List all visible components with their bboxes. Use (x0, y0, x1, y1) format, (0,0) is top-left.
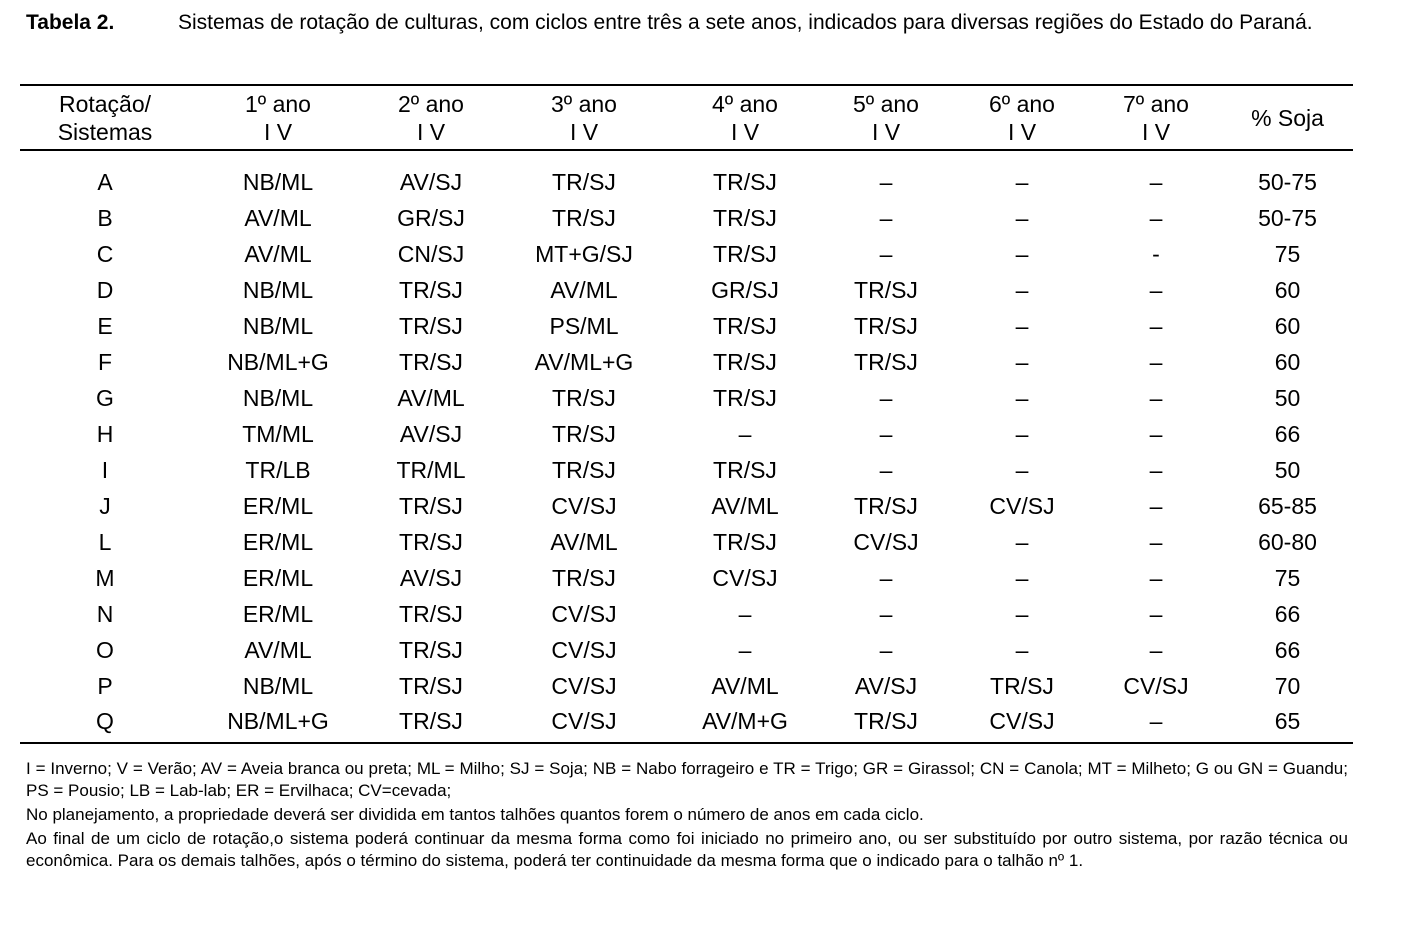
crop-cell: – (879, 205, 893, 231)
crop-cell: – (1015, 205, 1029, 231)
soy-percent-cell: 50 (1274, 457, 1301, 483)
crop-cell: TR/SJ (552, 421, 616, 447)
crop-cell: – (738, 637, 752, 663)
column-header (818, 85, 954, 150)
crop-cell: – (879, 565, 893, 591)
crop-cell: TR/SJ (854, 349, 918, 375)
system-id-cell: H (96, 421, 114, 447)
crop-cell: – (738, 601, 752, 627)
crop-cell: CV/SJ (853, 529, 919, 555)
soy-percent-cell: 50-75 (1258, 169, 1317, 195)
crop-cell: TR/SJ (399, 708, 463, 734)
header-row (20, 85, 1353, 150)
crop-cell: – (1149, 565, 1163, 591)
crop-cell: – (1149, 529, 1163, 555)
system-id-cell: N (96, 601, 114, 627)
crop-cell: MT+G/SJ (535, 241, 633, 267)
crop-cell: AV/ML+G (534, 349, 634, 375)
crop-cell: – (1015, 169, 1029, 195)
crop-cell: AV/ML (550, 529, 618, 555)
footnote-paragraph: No planejamento, a propriedade deverá ser dividida em tantos talhões quantos forem o número de anos em cada ciclo. (26, 805, 924, 824)
crop-cell: – (1015, 421, 1029, 447)
crop-cell: – (1149, 457, 1163, 483)
column-header (954, 85, 1090, 150)
crop-cell: – (1149, 708, 1163, 734)
crop-cell: AV/SJ (399, 169, 463, 195)
crop-cell: ER/ML (242, 529, 314, 555)
crop-cell: TR/SJ (854, 313, 918, 339)
system-id-cell: A (97, 169, 113, 195)
crop-cell: TR/LB (245, 457, 311, 483)
crop-cell: – (1149, 601, 1163, 627)
table-row (20, 344, 1353, 380)
crop-cell: TR/SJ (552, 565, 616, 591)
column-header-line1: Rotação/ (58, 91, 152, 117)
table-caption (26, 8, 1348, 37)
crop-cell: – (879, 241, 893, 267)
crop-cell: – (879, 601, 893, 627)
column-header-line1: 4º ano (712, 91, 778, 117)
crop-cell: TR/SJ (713, 205, 777, 231)
crop-cell: NB/ML (242, 313, 314, 339)
crop-cell: CV/SJ (551, 493, 617, 519)
crop-cell: – (1015, 565, 1029, 591)
column-header-line1: 2º ano (398, 91, 464, 117)
column-header (366, 85, 496, 150)
column-header-line2: Sistemas (57, 119, 153, 145)
soy-percent-cell: 70 (1274, 673, 1301, 699)
crop-cell: – (1015, 385, 1029, 411)
crop-cell: AV/ML (711, 673, 779, 699)
soy-percent-cell: 60 (1274, 349, 1301, 375)
column-header-line1: 6º ano (989, 91, 1055, 117)
column-header (1222, 85, 1353, 150)
crop-cell: – (1015, 277, 1029, 303)
crop-cell: TR/SJ (399, 349, 463, 375)
crop-cell: TM/ML (242, 421, 314, 447)
crop-cell: TR/SJ (854, 708, 918, 734)
crop-cell: CV/SJ (551, 601, 617, 627)
crop-cell: – (1149, 313, 1163, 339)
column-header (20, 85, 190, 150)
crop-cell: – (879, 457, 893, 483)
crop-cell: TR/SJ (552, 169, 616, 195)
column-header-line2: I V (871, 119, 901, 145)
crop-cell: NB/ML (242, 673, 314, 699)
soy-percent-cell: 65 (1274, 708, 1301, 734)
crop-cell: TR/SJ (713, 529, 777, 555)
crop-cell: AV/SJ (399, 421, 463, 447)
table-row (20, 200, 1353, 236)
crop-cell: – (879, 637, 893, 663)
crop-cell: TR/SJ (399, 313, 463, 339)
crop-cell: TR/SJ (713, 385, 777, 411)
soy-percent-cell: 65-85 (1258, 493, 1317, 519)
crop-cell: NB/ML (242, 169, 314, 195)
table-row (20, 704, 1353, 743)
column-header-line2: I V (1141, 119, 1171, 145)
column-header (672, 85, 818, 150)
crop-cell: GR/SJ (711, 277, 779, 303)
crop-cell: AV/SJ (854, 673, 918, 699)
crop-cell: TR/SJ (713, 349, 777, 375)
system-id-cell: C (96, 241, 114, 267)
crop-cell: TR/SJ (713, 313, 777, 339)
crop-cell: AV/ML (244, 205, 312, 231)
system-id-cell: J (99, 493, 111, 519)
crop-cell: AV/SJ (399, 565, 463, 591)
rotation-table (20, 84, 1353, 744)
crop-cell: TR/SJ (713, 169, 777, 195)
soy-percent-cell: 66 (1274, 421, 1301, 447)
crop-cell: – (1149, 169, 1163, 195)
crop-cell: TR/SJ (552, 457, 616, 483)
column-header-line2: I V (1007, 119, 1037, 145)
crop-cell: TR/SJ (399, 493, 463, 519)
crop-cell: – (1149, 493, 1163, 519)
soy-percent-cell: 66 (1274, 601, 1301, 627)
crop-cell: TR/SJ (713, 457, 777, 483)
crop-cell: - (1152, 241, 1160, 267)
crop-cell: – (1015, 241, 1029, 267)
system-id-cell: G (96, 385, 114, 411)
column-header-line2: I V (569, 119, 599, 145)
crop-cell: AV/ML (550, 277, 618, 303)
system-id-cell: L (98, 529, 112, 555)
column-header-line1: 1º ano (245, 91, 311, 117)
crop-cell: – (1015, 457, 1029, 483)
crop-cell: AV/ML (397, 385, 465, 411)
crop-cell: – (879, 385, 893, 411)
crop-cell: – (1015, 529, 1029, 555)
table-row (20, 416, 1353, 452)
table-row (20, 308, 1353, 344)
crop-cell: ER/ML (242, 601, 314, 627)
column-header (1090, 85, 1222, 150)
crop-cell: NB/ML (242, 277, 314, 303)
table-footnotes (26, 758, 1348, 874)
column-header-line1: 5º ano (853, 91, 919, 117)
footnote-paragraph: I = Inverno; V = Verão; AV = Aveia branca ou preta; ML = Milho; SJ = Soja; NB = Nabo forrageiro e TR = Trigo; GR = Girassol; CN = Canola; MT = Milheto; G ou GN = Guandu; PS = Pousio; LB = Lab-lab; ER = Ervilhaca; CV=cevada; (26, 759, 1348, 800)
crop-cell: TR/SJ (399, 277, 463, 303)
crop-cell: GR/SJ (397, 205, 465, 231)
column-header-line1: % Soja (1251, 105, 1324, 131)
crop-cell: CV/SJ (989, 493, 1055, 519)
crop-cell: TR/SJ (399, 529, 463, 555)
crop-cell: TR/SJ (990, 673, 1054, 699)
crop-cell: AV/ML (244, 241, 312, 267)
crop-cell: NB/ML (242, 385, 314, 411)
soy-percent-cell: 60 (1274, 313, 1301, 339)
system-id-cell: D (96, 277, 114, 303)
system-id-cell: F (97, 349, 113, 375)
caption-label: Tabela 2. (26, 11, 115, 34)
crop-cell: – (1149, 205, 1163, 231)
crop-cell: TR/SJ (854, 277, 918, 303)
crop-cell: AV/M+G (702, 708, 788, 734)
crop-cell: ER/ML (242, 565, 314, 591)
crop-cell: – (1149, 421, 1163, 447)
soy-percent-cell: 60 (1274, 277, 1301, 303)
table-row (20, 632, 1353, 668)
soy-percent-cell: 50-75 (1258, 205, 1317, 231)
crop-cell: CV/SJ (989, 708, 1055, 734)
column-header-line2: I V (263, 119, 293, 145)
crop-cell: – (1015, 637, 1029, 663)
crop-cell: – (1015, 349, 1029, 375)
crop-cell: – (1015, 601, 1029, 627)
crop-cell: TR/SJ (399, 601, 463, 627)
system-id-cell: B (97, 205, 113, 231)
crop-cell: CV/SJ (1123, 673, 1189, 699)
crop-cell: – (1149, 277, 1163, 303)
crop-cell: CV/SJ (551, 637, 617, 663)
crop-cell: NB/ML+G (227, 708, 329, 734)
system-id-cell: Q (96, 708, 114, 734)
rotation-table-container (20, 84, 1353, 744)
crop-cell: PS/ML (549, 313, 619, 339)
crop-cell: – (738, 421, 752, 447)
crop-cell: TR/SJ (399, 673, 463, 699)
table-row (20, 236, 1353, 272)
table-row (20, 668, 1353, 704)
footnote-paragraph: Ao final de um ciclo de rotação,o sistema poderá continuar da mesma forma como foi iniciado no primeiro ano, ou ser substituído por outro sistema, por razão técnica ou econômica. Para os demais talhões, após o término do sistema, poderá ter continuidade da mesma forma que o indicado para o talhão nº 1. (26, 829, 1348, 870)
column-header (496, 85, 672, 150)
table-row (20, 380, 1353, 416)
crop-cell: – (1149, 349, 1163, 375)
column-header (190, 85, 366, 150)
crop-cell: – (879, 421, 893, 447)
table-row (20, 524, 1353, 560)
column-header-line2: I V (416, 119, 446, 145)
crop-cell: CV/SJ (551, 708, 617, 734)
soy-percent-cell: 60-80 (1258, 529, 1317, 555)
crop-cell: TR/SJ (552, 205, 616, 231)
crop-cell: – (879, 169, 893, 195)
crop-cell: CV/SJ (551, 673, 617, 699)
column-header-line1: 7º ano (1123, 91, 1189, 117)
crop-cell: TR/ML (396, 457, 466, 483)
table-row (20, 272, 1353, 308)
table-header (20, 85, 1353, 150)
table-row (20, 596, 1353, 632)
crop-cell: TR/SJ (399, 637, 463, 663)
caption-text: Sistemas de rotação de culturas, com ciclos entre três a sete anos, indicados para diversas regiões do Estado do Paraná. (178, 11, 1313, 34)
soy-percent-cell: 66 (1274, 637, 1301, 663)
crop-cell: TR/SJ (552, 385, 616, 411)
system-id-cell: E (97, 313, 113, 339)
system-id-cell: P (97, 673, 113, 699)
system-id-cell: I (101, 457, 109, 483)
crop-cell: CV/SJ (712, 565, 778, 591)
table-row (20, 488, 1353, 524)
table-row (20, 164, 1353, 200)
crop-cell: – (1149, 385, 1163, 411)
soy-percent-cell: 75 (1274, 241, 1301, 267)
system-id-cell: M (95, 565, 115, 591)
column-header-line2: I V (730, 119, 760, 145)
column-header-line1: 3º ano (551, 91, 617, 117)
crop-cell: TR/SJ (713, 241, 777, 267)
soy-percent-cell: 75 (1274, 565, 1301, 591)
crop-cell: AV/ML (711, 493, 779, 519)
crop-cell: – (1015, 313, 1029, 339)
crop-cell: CN/SJ (397, 241, 465, 267)
system-id-cell: O (96, 637, 114, 663)
table-row (20, 452, 1353, 488)
crop-cell: – (1149, 637, 1163, 663)
crop-cell: NB/ML+G (227, 349, 329, 375)
crop-cell: TR/SJ (854, 493, 918, 519)
soy-percent-cell: 50 (1274, 385, 1301, 411)
crop-cell: AV/ML (244, 637, 312, 663)
crop-cell: ER/ML (242, 493, 314, 519)
table-body (20, 150, 1353, 743)
table-row (20, 560, 1353, 596)
table-spacer-row (20, 150, 1353, 164)
